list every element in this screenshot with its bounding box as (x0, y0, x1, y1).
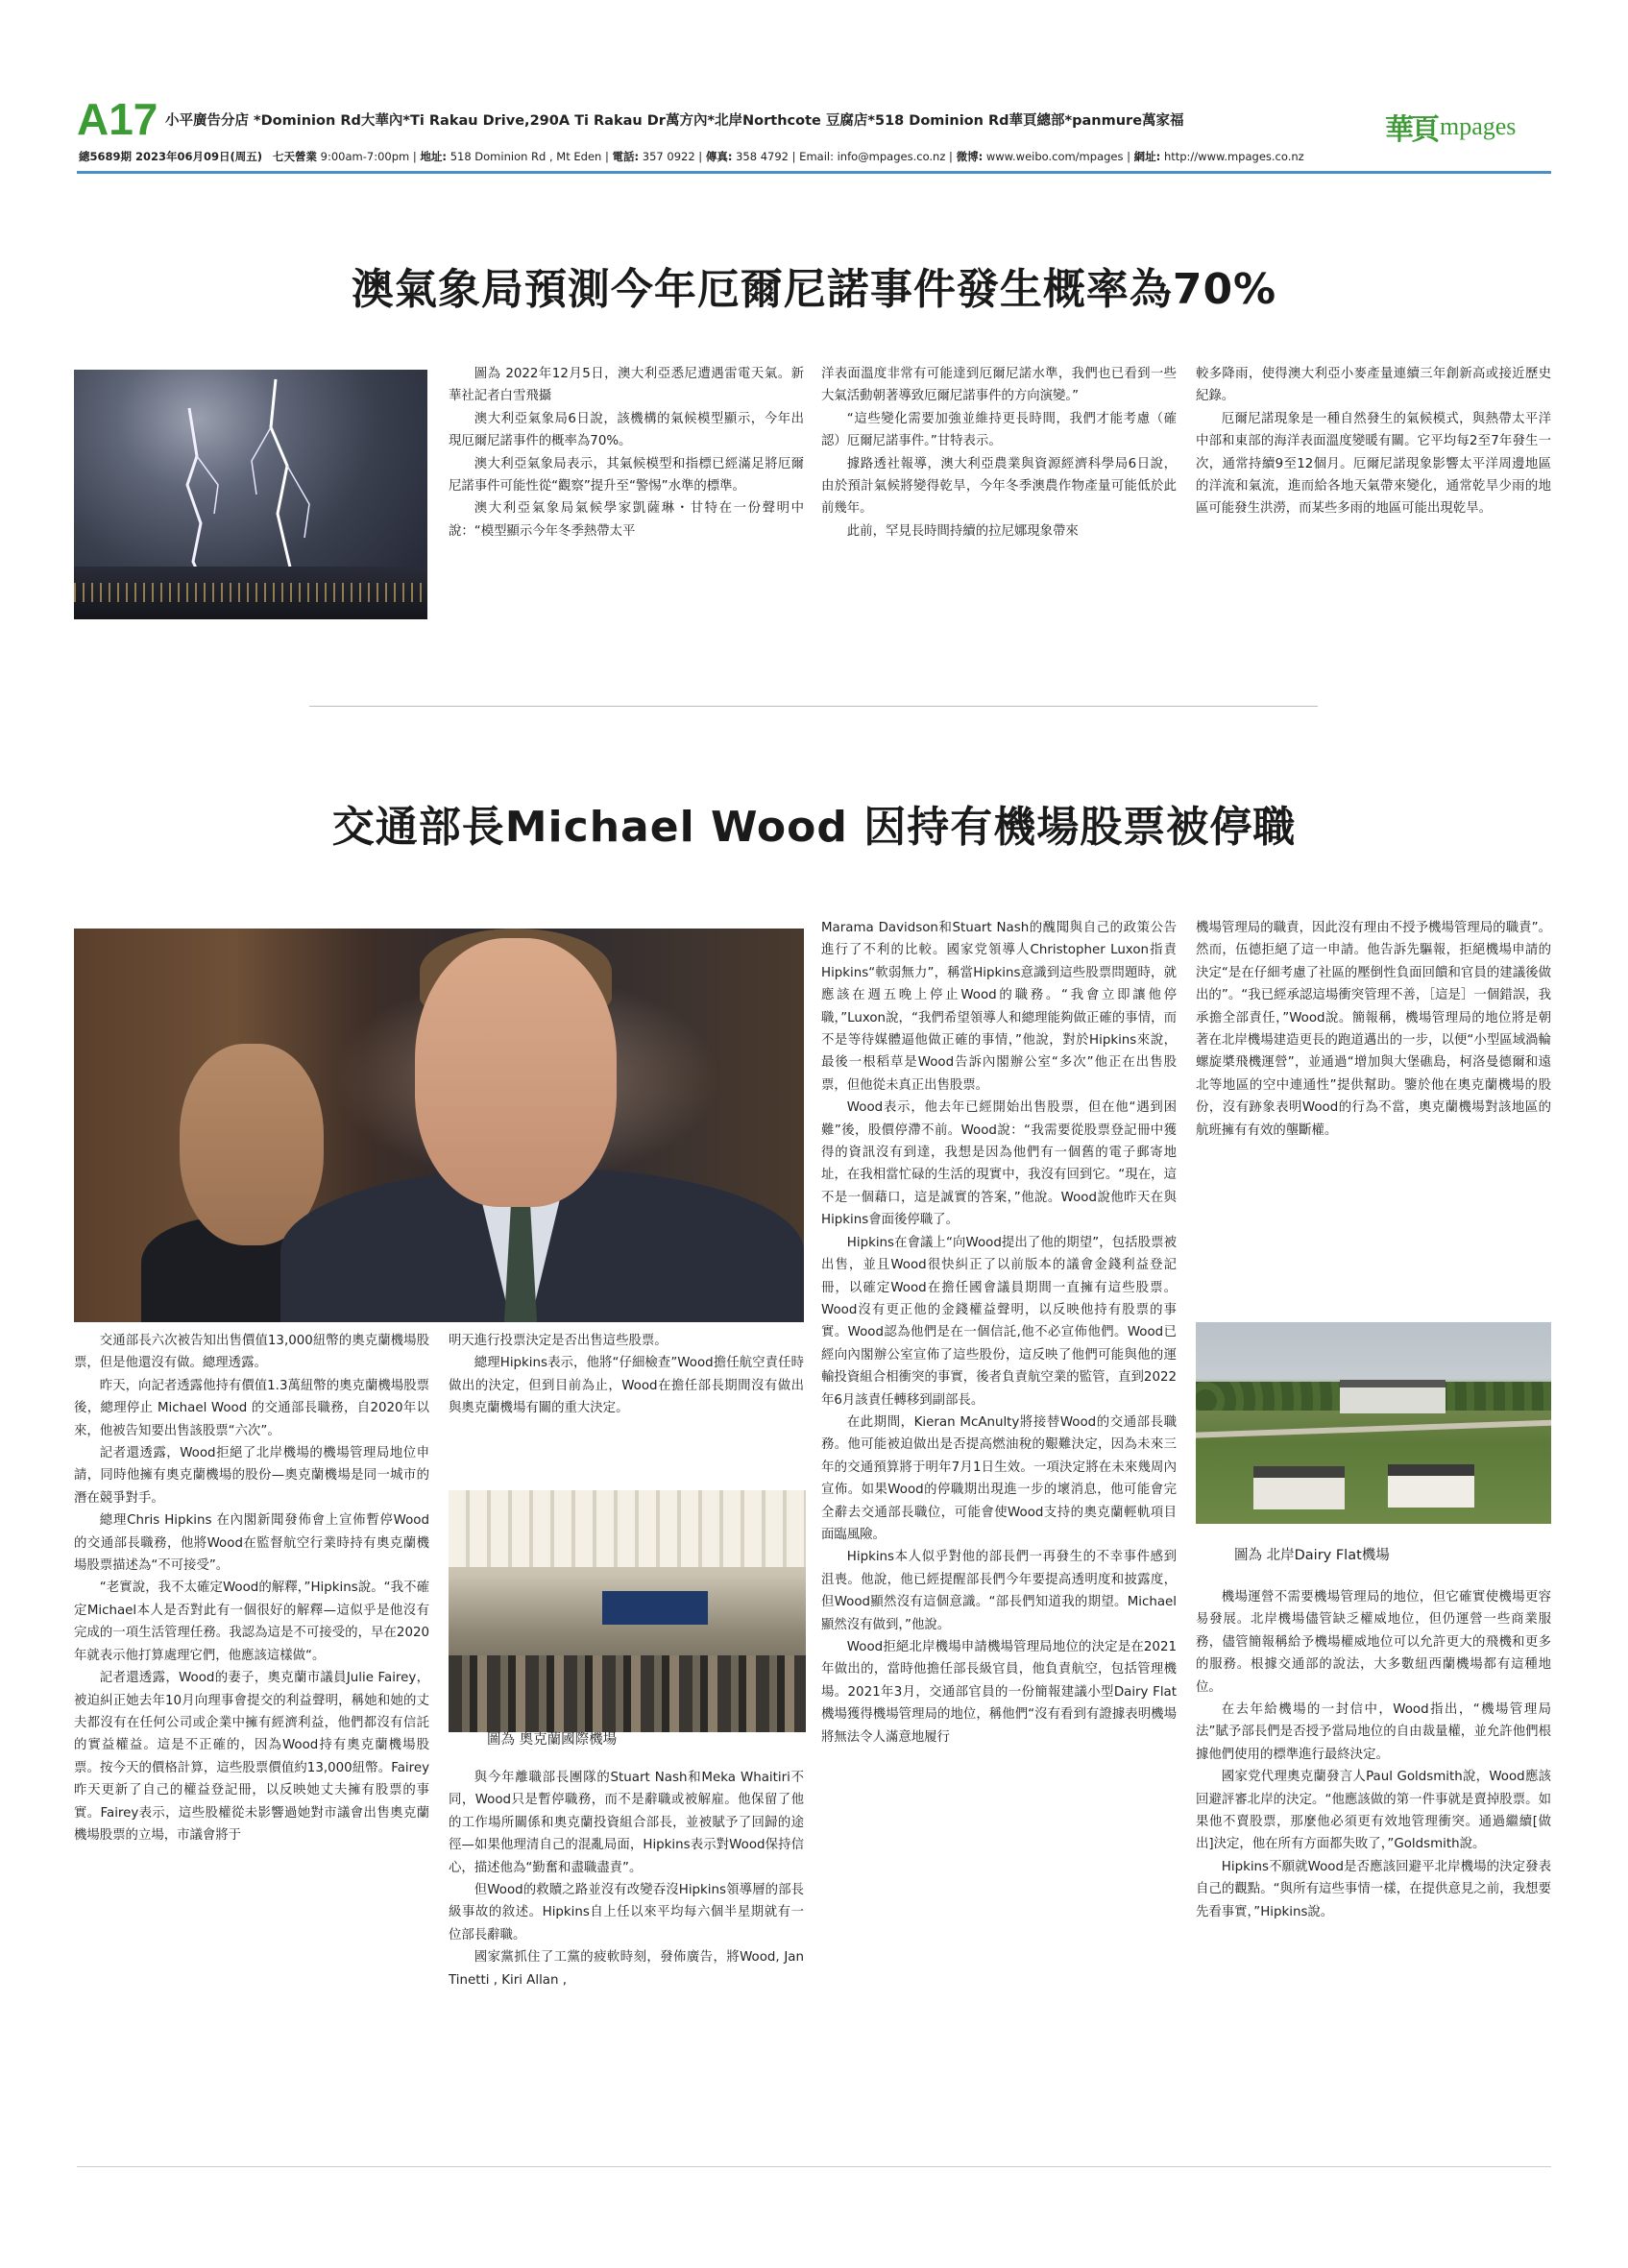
article2-col4b-p1: 機場運營不需要機場管理局的地位，但它確實使機場更容易發展。北岸機場儘管缺乏權威地位，但仍運營一些商業服務，儘管簡報稱給予機場權威地位可以允許更大的飛機和更多的服務。根據交通部的說法，大多數紐西蘭機場都有這種地位。 (1196, 1590, 1551, 1695)
article2-col3-p2: Wood表示，他去年已經開始出售股票，但在他“遇到困難”後，股價停滯不前。Wood說：“我需要從股票登記冊中獲得的資訊沒有到達，我想是因為他們有一個舊的電子郵寄地址，在我相當忙碌的生活的現實中，我沒有回到它。“現在，這不是一個藉口，這是誠實的答案，”他說。Wood說他昨天在與Hipkins會面後停職了。 (821, 1100, 1177, 1228)
footer-rule (77, 2166, 1551, 2167)
logo-mark: 華頁 (1385, 113, 1437, 147)
article2-col1-p4: 總理Chris Hipkins 在內閣新聞發佈會上宣佈暫停Wood的交通部長職務，他將Wood在監督航空行業時持有奧克蘭機場股票描述為“不可接受”。 (74, 1513, 429, 1574)
auckland-airport-photo (449, 1490, 806, 1732)
article2-column-4-top (1196, 917, 1551, 1282)
issue-date: 總5689期 2023年06月09日(周五) (79, 150, 263, 163)
article1-col1-p3: 澳大利亞氣象局表示，其氣候模型和指標已經滿足將厄爾尼諾事件可能性從“觀察”提升至“警惕”水準的標準。 (449, 456, 804, 495)
article1-col1-p1: 圖為 2022年12月5日，澳大利亞悉尼遭遇雷電天氣。新華社記者白雪飛攝 (449, 367, 804, 404)
article2-col3-p3: Hipkins在會議上“向Wood提出了他的期望”，包括股票被出售，並且Wood很快糾正了以前版本的議會金錢利益登記冊，以確定Wood在擔任國會議員期間一直擁有這些股票。Wood沒有更正他的金錢權益聲明，以反映他持有股票的事實。Wood認為他們是在一個信託,他不必宣佈他們。Wood已經向內閣辦公室宣佈了這些股份，這反映了他們可能與他的運輸投資組合相衝突的事實，後者負責航空業的監管，直到2022年6月該責任轉移到副部長。 (821, 1235, 1177, 1408)
lightning-storm-photo (74, 370, 427, 619)
hours-label: 七天營業 (273, 150, 318, 163)
article1-col2-p1: 洋表面溫度非常有可能達到厄爾尼諾水準，我們也已看到一些大氣活動朝著導致厄爾尼諾事件的方向演變。” (821, 367, 1177, 404)
article1-col2-p3: 據路透社報導，澳大利亞農業與資源經濟科學局6日說，由於預計氣候將變得乾旱，今年冬季澳農作物產量可能低於此前幾年。 (821, 456, 1177, 517)
article2-column-2-bottom (449, 1767, 804, 2108)
article2-col4a-p1: 機場管理局的職責，因此沒有理由不授予機場管理局的職責”。然而，伍德拒絕了這一申請。他告訴先驅報，拒絕機場申請的決定“是在仔細考慮了社區的壓倒性負面回饋和官員的建議後做出的”。“我已經承認這場衝突管理不善，［這是］一個錯誤，我承擔全部責任，”Wood說。簡報稱，機場管理局的地位將是朝著在北岸機場建造更長的跑道邁出的一步，以便“小型區域渦輪螺旋槳飛機運營”，並通過“增加與大堡礁島，柯洛曼德爾和遠北等地區的空中連通性”提供幫助。鑒於他在奧克蘭機場的股份，沒有跡象表明Wood的行為不當，奧克蘭機場對該地區的航班擁有有效的壟斷權。 (1196, 921, 1551, 1138)
phone-label: 電話: (612, 150, 640, 163)
michael-wood-photo (74, 929, 804, 1322)
article2-column-1 (74, 1330, 429, 2108)
article2-col2b-p1: 與今年離職部長團隊的Stuart Nash和Meka Whaitiri不同，Wood只是暫停職務，而不是辭職或被解雇。他保留了他的工作場所關係和奧克蘭投資組合部長，並被賦予了回歸的途徑—如果他理清自己的混亂局面，Hipkins表示對Wood保持信心，描述他為“勤奮和盡職盡責”。 (449, 1771, 804, 1875)
weibo-link[interactable]: www.weibo.com/mpages (985, 150, 1124, 163)
article2-col2a-p1: 明天進行投票決定是否出售這些股票。 (449, 1334, 668, 1348)
article1-col1-p2: 澳大利亞氣象局6日說，該機構的氣候模型顯示，今年出現厄爾尼諾事件的概率為70%。 (449, 411, 804, 449)
article1-column-1 (449, 363, 804, 624)
weibo-label: 微博: (956, 150, 984, 163)
masthead-info: 總5689期 2023年06月09日(周五) 七天營業 9:00am-7:00pm | 地址: 518 Dominion Rd , Mt Eden | 電話: 357 0922 | 傳真: 358 4792 | Email: info@mpages.co.nz | 微博: www.weibo.com/mpages | 網址: http://www.mpages.co.nz (79, 150, 1304, 163)
website-link[interactable]: http://www.mpages.co.nz (1163, 150, 1304, 163)
article2-col3-p1: Marama Davidson和Stuart Nash的醜聞與自己的政策公告進行了不利的比較。國家党領導人Christopher Luxon指責Hipkins“軟弱無力”，稱當Hipkins意識到這些股票問題時，就應該在週五晚上停止Wood的職務。“我會立即讓他停職，”Luxon說，“我們希望領導人和總理能夠做正確的事情，而不是等待媒體逼他做正確的事情，”他說，對於Hipkins來說，最後一根稻草是Wood告訴內閣辦公室“多次”他正在出售股票，但他從未真正出售股票。 (821, 921, 1177, 1093)
page-number: A17 (77, 94, 158, 144)
article1-column-2 (821, 363, 1177, 624)
article2-headline: 交通部長Michael Wood 因持有機場股票被停職 (331, 803, 1297, 852)
mpages-logo (1385, 106, 1577, 148)
article2-col4b-p3: 國家党代理奧克蘭發言人Paul Goldsmith說，Wood應該回避評審北岸的決定。“他應該做的第一件事就是賣掉股票。如果他不賣股票，那麼他必須更有效地管理衝突。通過繼續[做出]決定，他在所有方面都失敗了，”Goldsmith說。 (1196, 1770, 1551, 1852)
airport-caption: 圖為 奧克蘭國際機場 (487, 1732, 618, 1748)
article2-col1-p6: 記者還透露，Wood的妻子，奧克蘭市議員Julie Fairey，被迫糾正她去年10月向理事會提交的利益聲明，稱她和她的丈夫都沒有在任何公司或企業中擁有經濟利益，他們都沒有信託的實益權益。這是不正確的，因為Wood持有奧克蘭機場股票。按今天的價格計算，這些股票價值約13,000紐幣。Fairey昨天更新了自己的權益登記冊，以反映她丈夫擁有股票的事實。Fairey表示，這些股權從未影響過她對市議會出售奧克蘭機場股票的立場，市議會將于 (74, 1671, 429, 1843)
article-divider (309, 706, 1318, 707)
article1-col3-p1: 較多降雨，使得澳大利亞小麥產量連續三年創新高或接近歷史紀錄。 (1196, 367, 1551, 404)
article1-column-3 (1196, 363, 1551, 624)
article1-headline: 澳氣象局預測今年厄爾尼諾事件發生概率為70% (351, 265, 1277, 314)
article1-col2-p2: “這些變化需要加強並維持更長時間，我們才能考慮（確認）厄爾尼諾事件。”甘特表示。 (821, 411, 1177, 449)
logo-text: mpages (1440, 112, 1517, 140)
address-label: 地址: (420, 150, 448, 163)
article2-column-3 (821, 917, 1177, 2108)
article2-column-4-bottom (1196, 1586, 1551, 2110)
article2-col2b-p3: 國家黨抓住了工黨的疲軟時刻，發佈廣告，將Wood, Jan Tinetti , Kiri Allan , (449, 1950, 804, 1988)
article2-col1-p3: 記者還透露，Wood拒絕了北岸機場的機場管理局地位申請，同時他擁有奧克蘭機場的股份—奧克蘭機場是同一城市的潛在競爭對手。 (74, 1446, 429, 1506)
fax-label: 傳真: (705, 150, 733, 163)
article2-col3-p5: Hipkins本人似乎對他的部長們一再發生的不幸事件感到沮喪。他說，他已經提醒部長們今年要提高透明度和披露度，但Wood顯然沒有這個意識。“部長們知道我的期望。Michael顯然沒有做到，”他說。 (821, 1550, 1177, 1632)
article1-col2-p4: 此前，罕見長時間持續的拉尼娜現象帶來 (846, 523, 1079, 539)
article2-col2b-p2: 但Wood的救贖之路並沒有改變吞沒Hipkins領導層的部長級事故的敘述。Hipkins自上任以來平均每六個半星期就有一位部長辭職。 (449, 1883, 804, 1942)
web-label: 網址: (1133, 150, 1161, 163)
dairy-flat-airport-photo (1196, 1322, 1551, 1524)
branch-shops-line: 小平廣告分店 *Dominion Rd大華內*Ti Rakau Drive,290A Ti Rakau Dr萬方內*北岸Northcote 豆腐店*518 Dominion Rd華頁總部*panmure萬家福 (165, 113, 1184, 129)
article1-col3-p2: 厄爾尼諾現象是一種自然發生的氣候模式，與熱帶太平洋中部和東部的海洋表面溫度變暖有關。它平均每2至7年發生一次，通常持續9至12個月。厄爾尼諾現象影響太平洋周邊地區的洋流和氣流，進而給各地天氣帶來變化，通常乾旱少雨的地區可能發生洪澇，而某些多雨的地區可能出現乾旱。 (1196, 411, 1551, 517)
article2-col1-p1: 交通部長六次被告知出售價值13,000紐幣的奧克蘭機場股票，但是他還沒有做。總理透露。 (74, 1334, 429, 1371)
article1-col1-p4: 澳大利亞氣象局氣候學家凱薩琳・甘特在一份聲明中說：“模型顯示今年冬季熱帶太平 (449, 501, 804, 539)
article2-col4b-p2: 在去年給機場的一封信中，Wood指出，“機場管理局法”賦予部長們是否授予當局地位的自由裁量權，並允許他們根據他們使用的標準進行最終決定。 (1196, 1702, 1551, 1762)
hours: 9:00am-7:00pm (320, 150, 410, 163)
article2-col2a-p2: 總理Hipkins表示，他將“仔細檢查”Wood擔任航空責任時做出的決定，但到目前為止，Wood在擔任部長期間沒有做出與奧克蘭機場有關的重大決定。 (449, 1356, 804, 1416)
fax: 358 4792 (736, 150, 789, 163)
article2-col4b-p4: Hipkins不願就Wood是否應該回避平北岸機場的決定發表自己的觀點。“與所有這些事情一樣，在提供意見之前，我想要先看事實，”Hipkins說。 (1196, 1859, 1551, 1919)
phone: 357 0922 (642, 150, 695, 163)
dairy-flat-caption: 圖為 北岸Dairy Flat機場 (1234, 1548, 1390, 1563)
article2-col3-p4: 在此期間，Kieran McAnulty將接替Wood的交通部長職務。他可能被迫做出是否提高燃油稅的艱難決定，因為未來三年的交通預算將于明年7月1日生效。一項決定將在未來幾周內宣佈。如果Wood的停職期出現進一步的壞消息，他可能會完全辭去交通部長職位，可能會使Wood支持的奧克蘭輕軌項目面臨風險。 (821, 1414, 1177, 1542)
article2-column-2-top (449, 1330, 804, 1484)
email-link[interactable]: Email: info@mpages.co.nz (799, 150, 946, 163)
article2-col1-p5: “老實說，我不太確定Wood的解釋，”Hipkins說。“我不確定Michael本人是否對此有一個很好的解釋—這似乎是他沒有完成的一項生活管理任務。我認為這是不可接受的，早在2020年就表示他打算處理它們，他應該這樣做“。 (74, 1580, 429, 1663)
address: 518 Dominion Rd , Mt Eden (450, 150, 602, 163)
article2-col3-p6: Wood拒絕北岸機場申請機場管理局地位的決定是在2021年做出的，當時他擔任部長級官員，他負責航空，包括管理機場。2021年3月，交通部官員的一份簡報建議小型Dairy Flat機場獲得機場管理局的地位，稱他們“沒有看到有證據表明機場將無法令人滿意地履行 (821, 1640, 1177, 1745)
header-rule (77, 171, 1551, 174)
article2-col1-p2: 昨天，向記者透露他持有價值1.3萬紐幣的奧克蘭機場股票後，總理停止 Michael Wood 的交通部長職務，自2020年以來，他被告知要出售該股票“六次”。 (74, 1378, 429, 1438)
